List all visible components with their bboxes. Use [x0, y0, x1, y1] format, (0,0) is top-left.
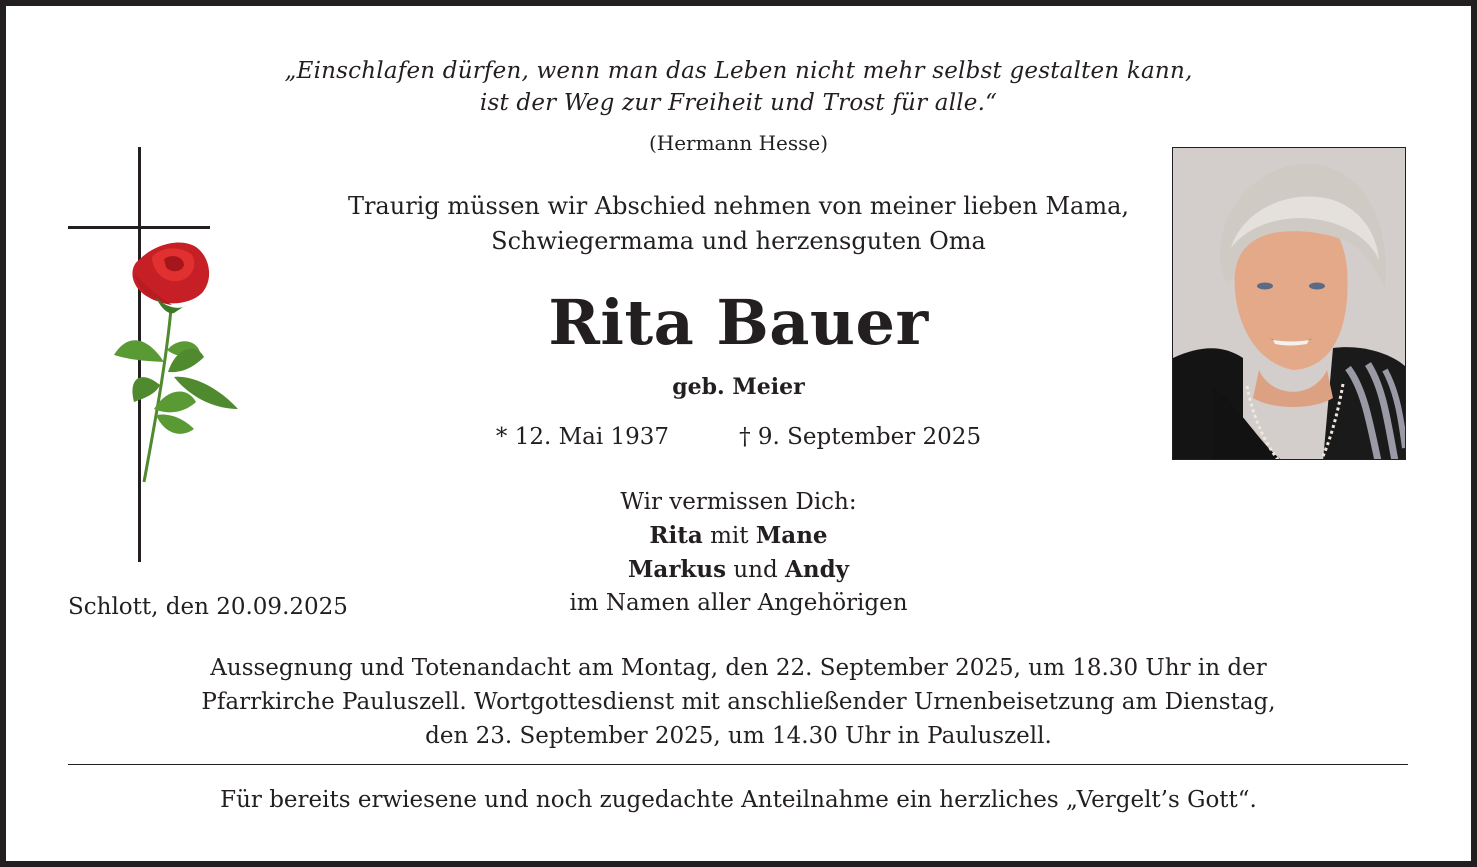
birth-name: geb. Meier: [672, 374, 805, 400]
service-line-2: Pfarrkirche Pauluszell. Wortgottesdienst mit anschließender Urnenbeisetzung am Dienstag,: [201, 689, 1276, 715]
service-line-3: den 23. September 2025, um 14.30 Uhr in Pauluszell.: [425, 723, 1052, 749]
death-date: † 9. September 2025: [739, 424, 982, 450]
quote-author: (Hermann Hesse): [648, 131, 829, 155]
quote-line-2: ist der Weg zur Freiheit und Trost für alle.“: [479, 90, 998, 116]
portrait-illustration: [1173, 148, 1406, 460]
mourner-name: Andy: [785, 556, 850, 583]
service-line-1: Aussegnung und Totenandacht am Montag, den 22. September 2025, um 18.30 Uhr in der: [210, 655, 1267, 681]
intro-line-2: Schwiegermama und herzensguten Oma: [491, 227, 986, 255]
place-and-date: Schlott, den 20.09.2025: [68, 594, 348, 620]
mourner-name: Rita: [649, 522, 703, 549]
portrait-photo: [1172, 147, 1406, 460]
quote-line-1: „Einschlafen dürfen, wenn man das Leben nicht mehr selbst gestalten kann,: [284, 58, 1193, 84]
mourner-name: Markus: [627, 556, 727, 583]
mourner-name: Mane: [755, 522, 828, 549]
mourners-closing: im Namen aller Angehörigen: [569, 590, 908, 616]
mourners-line-2: [6, 556, 1471, 583]
mourner-joiner: mit: [702, 523, 756, 549]
thanks-note: Für bereits erwiesene und noch zugedachte Anteilnahme ein herzliches „Vergelt’s Gott“.: [220, 787, 1257, 813]
mourners-line-1: [6, 522, 1471, 549]
deceased-name: Rita Bauer: [548, 286, 929, 359]
mourners-heading: Wir vermissen Dich:: [620, 489, 857, 515]
divider: [68, 764, 1408, 765]
birth-date: * 12. Mai 1937: [495, 424, 670, 450]
mourner-joiner: und: [726, 557, 786, 583]
intro-line-1: Traurig müssen wir Abschied nehmen von meiner lieben Mama,: [347, 192, 1130, 220]
